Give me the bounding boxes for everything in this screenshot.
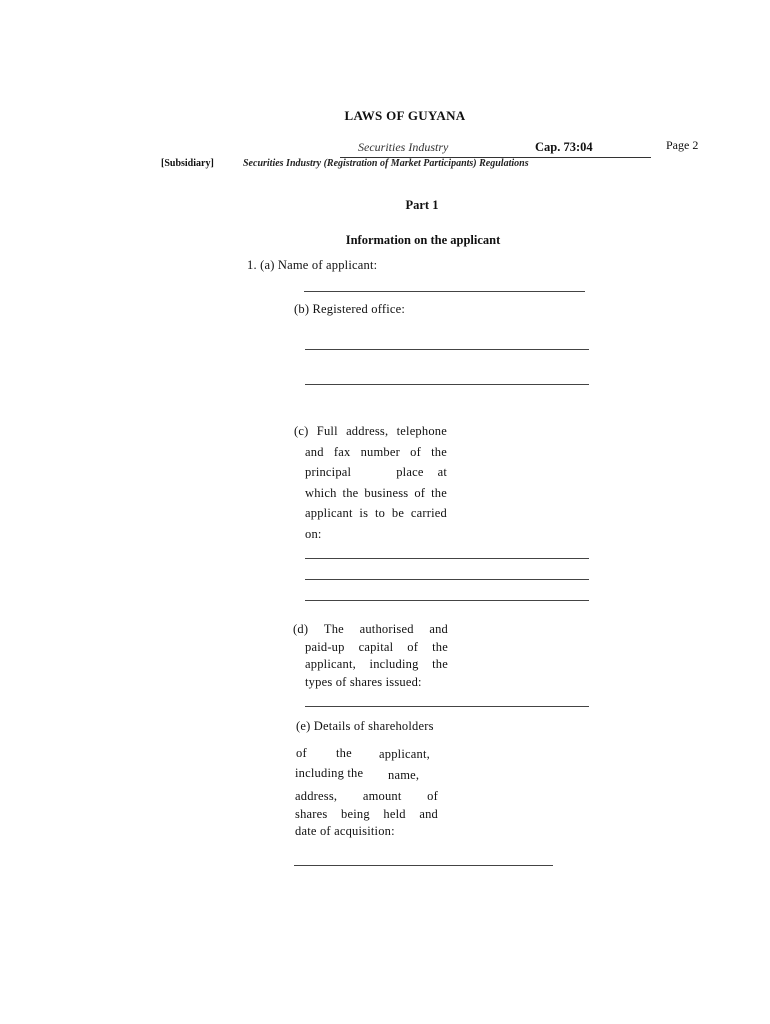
word: and: [429, 622, 448, 636]
word: of: [414, 485, 426, 500]
word: carried: [410, 506, 447, 520]
word: and: [305, 444, 324, 459]
word: applicant: [305, 506, 353, 520]
item-d-answer-line: [305, 706, 589, 707]
item-e-answer-line: [294, 865, 553, 866]
word: telephone: [396, 424, 447, 438]
word: of: [407, 639, 419, 654]
item-e-line-3a: including the: [295, 766, 364, 780]
word: Full: [316, 424, 338, 438]
item-b-answer-line-2: [305, 384, 589, 385]
chapter-number: Cap. 73:04: [535, 140, 593, 154]
word: The: [323, 622, 344, 636]
word: on:: [305, 526, 322, 541]
item-e-line-6: date of acquisition:: [295, 824, 395, 838]
item-e-word: of: [296, 746, 307, 760]
word: number: [360, 444, 400, 459]
word: of: [427, 789, 438, 803]
word: fax: [333, 444, 351, 459]
word: amount: [362, 789, 402, 803]
item-c-answer-line-2: [305, 579, 589, 580]
item-a-answer-line: [304, 291, 585, 292]
word: (c): [294, 424, 309, 438]
item-e-word: applicant,: [379, 747, 430, 761]
word: and: [419, 806, 438, 821]
item-c-text: [294, 424, 447, 547]
word: to: [374, 506, 386, 520]
item-c-line-5: [305, 506, 447, 527]
word: including: [369, 657, 419, 671]
item-e-word: the: [336, 746, 352, 760]
word: the: [342, 485, 359, 500]
item-c-line-6: [305, 527, 447, 548]
item-c-line-2: [305, 445, 447, 466]
item-e-line-5: [295, 807, 438, 825]
word: applicant,: [305, 657, 356, 671]
word: address,: [346, 424, 389, 438]
document-title: LAWS OF GUYANA: [344, 108, 466, 123]
subsidiary-label: [Subsidiary]: [161, 158, 214, 169]
item-c-answer-line-1: [305, 558, 589, 559]
page-number: Page 2: [666, 138, 699, 152]
regulations-title: Securities Industry (Registration of Market Participants) Regulations: [243, 158, 529, 169]
item-b-label: (b) Registered office:: [294, 302, 406, 316]
subject-heading: Securities Industry: [358, 140, 449, 154]
item-c-line-3: [305, 465, 447, 486]
section-heading: Information on the applicant: [345, 233, 501, 247]
item-c-line-4: [305, 486, 447, 507]
word: shares: [295, 806, 328, 821]
word: place: [396, 465, 424, 479]
item-d-line-3: [305, 657, 448, 675]
word: being: [341, 806, 370, 821]
word: the: [432, 639, 448, 654]
word: at: [437, 465, 447, 479]
word: held: [383, 806, 406, 821]
item-c-answer-line-3: [305, 600, 589, 601]
item-e-line-3b: name,: [388, 768, 420, 782]
word: authorised: [359, 622, 414, 636]
word: is: [359, 506, 369, 520]
item-c-line-1: [294, 424, 447, 445]
item-d-text: [293, 622, 448, 692]
word: business: [364, 485, 409, 500]
word: be: [391, 506, 405, 520]
word: the: [431, 444, 447, 459]
word: capital: [358, 639, 394, 654]
item-d-line-2: [305, 640, 448, 658]
word: address,: [295, 789, 338, 803]
word: (d): [293, 622, 309, 636]
word: the: [431, 485, 447, 500]
item-e-line-1: (e) Details of shareholders: [296, 719, 434, 733]
item-d-line-4: [305, 675, 448, 693]
item-b-answer-line-1: [305, 349, 589, 350]
word: of: [410, 444, 421, 459]
item-e-text: [295, 789, 438, 842]
part-heading: Part 1: [405, 198, 439, 212]
word: which: [305, 485, 337, 500]
word: types of shares issued:: [305, 674, 422, 689]
item-e-line-4: [295, 789, 438, 807]
word: principal: [305, 465, 352, 479]
word: the: [432, 657, 448, 671]
item-d-line-1: [293, 622, 448, 640]
word: paid-up: [305, 639, 345, 654]
item-a-label: 1. (a) Name of applicant:: [247, 258, 378, 272]
